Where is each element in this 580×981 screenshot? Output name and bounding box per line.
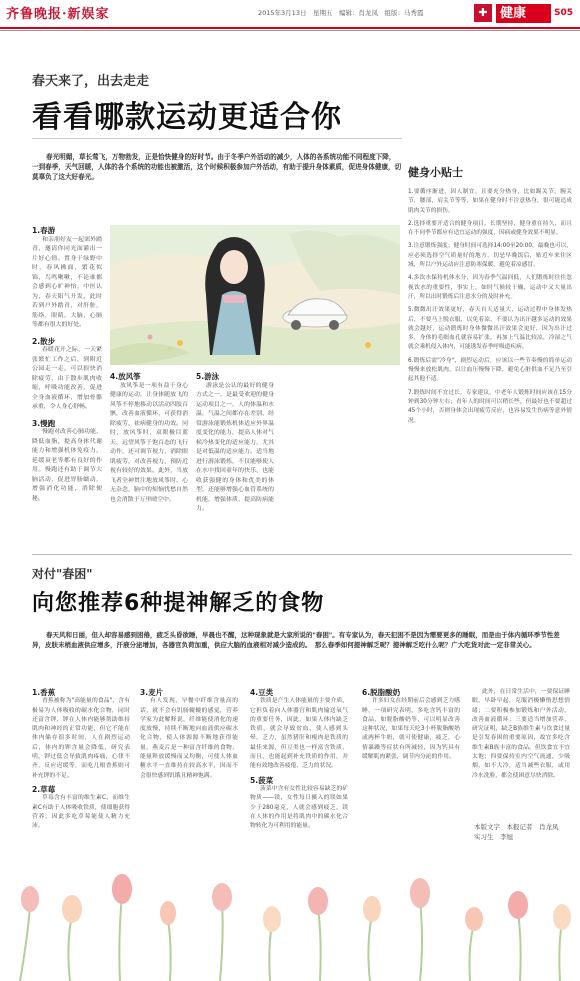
headline-divider bbox=[32, 138, 402, 139]
tips-item: 4.多饮水保持机体水分，因为春季气温回低，人们锻炼时往往忽视饮水的重要性，事实上，如时气候较干燥，运动中又大量出汗，所以出时锻炼后注意水分的及时补充。 bbox=[408, 275, 572, 300]
section-text: 和亲朋好友一起郊外踏青，邀请你同光面灌出一片好心情。置身于绿野中时，春风拂面，繁花似锦，鸟鸣啾啾，不论谁都会感到心旷神怡。中医认为，春天阳气升发，此时若到户外踏青，对肝脏，筋络，眼睛，大脑，心肺等都有很大的好处。 bbox=[32, 236, 102, 328]
health-cross-icon: ✚ bbox=[474, 4, 492, 22]
food-text: 有人发现，早餐中纤维含量高的话，就不会有饥肠辘辘的感觉，营养学家为此解释说，纤维能使消化的速度放慢，持续不断地向血液供应碳水化合物，使人体源源不断地获得能量，燕麦片是一种富含纤维的食物，能量释放缓慢而又均衡，可使人体血糖水平一直维持在较高水平，因而不会很快感到饥饿且精神饱满。 bbox=[140, 698, 238, 779]
tips-item: 3.注意锻炼强度；健身时间可选择14:00至20:00，最晚也可以，应必须选择空气质量好的地方，切忌早晚饭后，贴近车来往区域，所以户外运动应注意防寒保暖，避免着凉感冒。 bbox=[408, 243, 572, 269]
article1-lead: 春光明媚，草长莺飞，万物勃发，正是恰快健身的好时节。由于冬季户外活动的减少，人体的各系统功能不同程度下降，一到春季，天气回暖，人体的各个系统的功能也被激活，这个时候积极参加户外活动，有助于提升身体素质，促进身体健康，切莫辜负了这大好春光。 bbox=[32, 153, 402, 181]
byline-credit: 本版文字 本报记者 肖龙凤 实习生 李旭 bbox=[474, 823, 565, 841]
food-column-4 bbox=[362, 688, 460, 762]
tips-item: 7.锻炼时间不宜过长，专家建议，中老年人锻炼时间应该在15分钟到30分钟左右；青年人的时间可以稍长些，但最好也不要超过45个小时，否则身体会出现疲劳反应，也容易发生伤病等意外情况。 bbox=[408, 389, 572, 424]
article1-column-swim bbox=[196, 372, 274, 515]
food-heading: 3.麦片 bbox=[140, 688, 164, 697]
article2-kicker: 对付"春困" bbox=[32, 567, 93, 581]
page-number: S05 bbox=[554, 8, 574, 18]
section-heading: 5.游泳 bbox=[196, 372, 220, 381]
food-heading: 4.豆类 bbox=[250, 688, 274, 697]
food-heading: 5.菠菜 bbox=[250, 775, 274, 785]
food-text: 许多妇女在经期前后会感到乏力嗜睡，一项研究表明，多吃含钙丰富的食品，如脱脂酸奶等，可以明显改善这种状况，如果每天吃3小杯脱脂酸奶或两杯牛奶，就可使健康，疲乏，心情暴躁等症状有所减轻，因为钙具有缓解肌肉紧张，调节内分泌的作用。 bbox=[362, 698, 460, 761]
food-heading: 2.草莓 bbox=[32, 784, 56, 794]
food-column-1 bbox=[32, 688, 130, 831]
food-column-5 bbox=[472, 688, 570, 781]
header-info: 2015年3月13日 星期五 编辑：肖龙凤 组版：马秀霞 bbox=[258, 9, 424, 17]
food-text: 菠菜中含有女性比较容易缺乏的矿物质——镁，女性每日摄入的镁如果少于280毫克，人就会感到疲乏，镁在人体的作用是将肌肉中的碳水化合物转化为可利用的能量。 bbox=[250, 785, 348, 830]
header-rule bbox=[0, 27, 580, 29]
section-text: 放风筝是一项有益于身心健康的运动，让身体随放飞的风筝不停地移动以活动四肢百骸，改善血液循环，可获得消除疲劳，祛病健身的功效。同时，放风筝时，双眼极目蓝天，远望风筝于饱百态的飞行动作，还可调节视力，消除眼肌疲劳，对改善视力，预防近视有较好的效果。此外，当放飞者全神贯注地放风筝时，心无杂念，脑中的烦恼忧愁自然也会消散于万里晴空中。 bbox=[110, 382, 188, 503]
article2-headline: 向您推荐6种提神解乏的食物 bbox=[32, 591, 325, 616]
tips-item: 6.锻炼后需"冷身"，剧烈运动后，应该以一些节奏慢的简单运动慢慢来放松肌肉，以让血压慢慢下降，避免心脏供血不足乃至引起其他不适。 bbox=[408, 357, 572, 383]
article2-lead: 春天风和日丽，但人却容易感到困倦，疲乏头昏欲睡，早晨也不醒，这种现象就是大家所说的"春困"。有专家认为，春天犯困不是因为需要更多的睡眠，而是由于体内循环季节性差异，皮肤末梢血液供应增多，汗液分泌增加，各器官负荷加重，供应大脑的血液相对减少造成的。 那么春季如何提神解乏呢？提神解乏吃什么呢？广大吃货对此一定非常关心。 bbox=[32, 631, 560, 649]
spring-illustration bbox=[110, 225, 400, 365]
section-heading: 4.放风筝 bbox=[110, 372, 141, 381]
header-rule-thin bbox=[0, 30, 580, 31]
tips-list bbox=[408, 188, 572, 426]
section-text: 游泳是公认的最好的健身方式之一，是最受欢迎的健身运动项目之一，人的体温和水温，气温之间都存在差别，经常游泳能锻炼机体适应外界温度变化的能力，提高人体对气候冷热变化的适应能力，尤其是对低温的适应能力。适当地进行游泳锻炼，不仅能够使人在水中找回童年的快乐，也能收获强健的身体和优美的体型，还能够增强心血管系统的机能，增强体质，提高防病能力。 bbox=[196, 382, 274, 512]
section-heading: 2.散步 bbox=[32, 336, 56, 346]
section-text: 慢跑对改善心肺功能，降低血脂，提高身体代谢能力和增强机体免疫力，延缓衰老等都有良好的作用。慢跑还有助于调节大脑活动，促进胃肠蠕动，增强消化功能，消除便秘。 bbox=[32, 429, 102, 502]
food-column-3 bbox=[250, 688, 348, 831]
food-heading: 6.脱脂酸奶 bbox=[362, 688, 401, 697]
tips-title: 健身小贴士 bbox=[408, 166, 463, 179]
tips-item: 1.要循序渐进，因人制宜。且要充分热身，比如踢关节，腕关节，腰部，肩关节等等，如果在健身时不注意热身，很可能造成肌肉关节的损伤。 bbox=[408, 189, 572, 214]
tips-item: 2.选择重要开适合的健身项目，长期坚持，健身重在持久，而且在不同季节都应有适宜运动的强度，因病或健身效果不明显。 bbox=[408, 220, 572, 237]
article1-column-kite bbox=[110, 372, 188, 505]
page-header bbox=[0, 0, 580, 28]
food-text: 香蕉被称为"高能量的食品"，含有极易为人体吸收的碳水化合物，同时还富含钾，钾在人体内能够帮助维持肌肉和神经的正常功能，但它不能在体内储存很多时间，人在剧烈运动后，体内的钾含量会降低，研究表明，钾过低会导致肌肉疼痛，心律不齐，反应迟缓等，而吃几根香蕉则可补充钾的不足。 bbox=[32, 698, 130, 779]
tips-item: 5.微微出汗效果更好，春天自天适量大，运动过程中身体发热后，不要马上脱衣服，以免着凉，不要认为出汗越多运动的效果就会越好，运动锻炼时身体微微出汗效果会更好，因为出汗过多，身体的毛细血孔就容易扩张，再加上气温比较凉，冷湿之气就会乘机侵入体内，可能诱发春季呼吸道疾病。 bbox=[408, 307, 572, 351]
section-text: 春暖花开之际，一天紧张繁忙工作之后，到附近公园走一走，可以很快消除疲劳，由于散步肌肉收缩，呼吸功能改善，促进全身血液循环，增加骨骼承重，令人身心舒畅。 bbox=[32, 347, 102, 410]
article-divider bbox=[32, 554, 572, 555]
closing-text: 此外，在日常生活中，一要保证睡眠，早卧早起，克服消极懒惰思想情绪；二要积极参加锻炼和户外活动，改善血液循环；三要适当增加营养，研究证明，缺乏B族维生素与饮食过量是引发春困的重要原因，故宜多吃含维生素B族丰富的食品，但饮食宜不宜太饱；四要保持室内空气流通，少吸烟，如不大冷，适当减些衣服，或用冷水洗脸，都会使困意尽快消除。 bbox=[472, 689, 570, 779]
food-text: 铁质是产生人体能量的主要介质，它担负着向人体器官和肌肉输送氧气的重要任务，因此，如果人体内缺乏铁质，就会导致贫血，使人感到头晕，乏力，虽然猪肝和瘦肉是铁质的最佳来源，但豆类也一样富含铁质，而且，也能起到补充铁质的作用，并能有效地改善疲倦，乏力的状况。 bbox=[250, 698, 348, 770]
article1-left-column bbox=[32, 226, 102, 504]
food-heading: 1.香蕉 bbox=[32, 688, 56, 697]
section-heading: 3.慢跑 bbox=[32, 418, 56, 428]
section-name: 健康 bbox=[496, 4, 551, 23]
article1-headline: 看看哪款运动更适合你 bbox=[32, 100, 342, 135]
food-text: 草莓含有丰富的维生素C，而维生素C有助于人体吸收铁质，使细胞获得营养，因此多吃草莓能使人精力充沛。 bbox=[32, 795, 130, 830]
food-column-2 bbox=[140, 688, 238, 781]
illustration-girl-car bbox=[110, 225, 400, 365]
section-heading: 1.春游 bbox=[32, 226, 56, 235]
newspaper-logo: 齐鲁晚报·新娱家 bbox=[6, 7, 110, 22]
article1-kicker: 春天来了，出去走走 bbox=[32, 74, 150, 89]
